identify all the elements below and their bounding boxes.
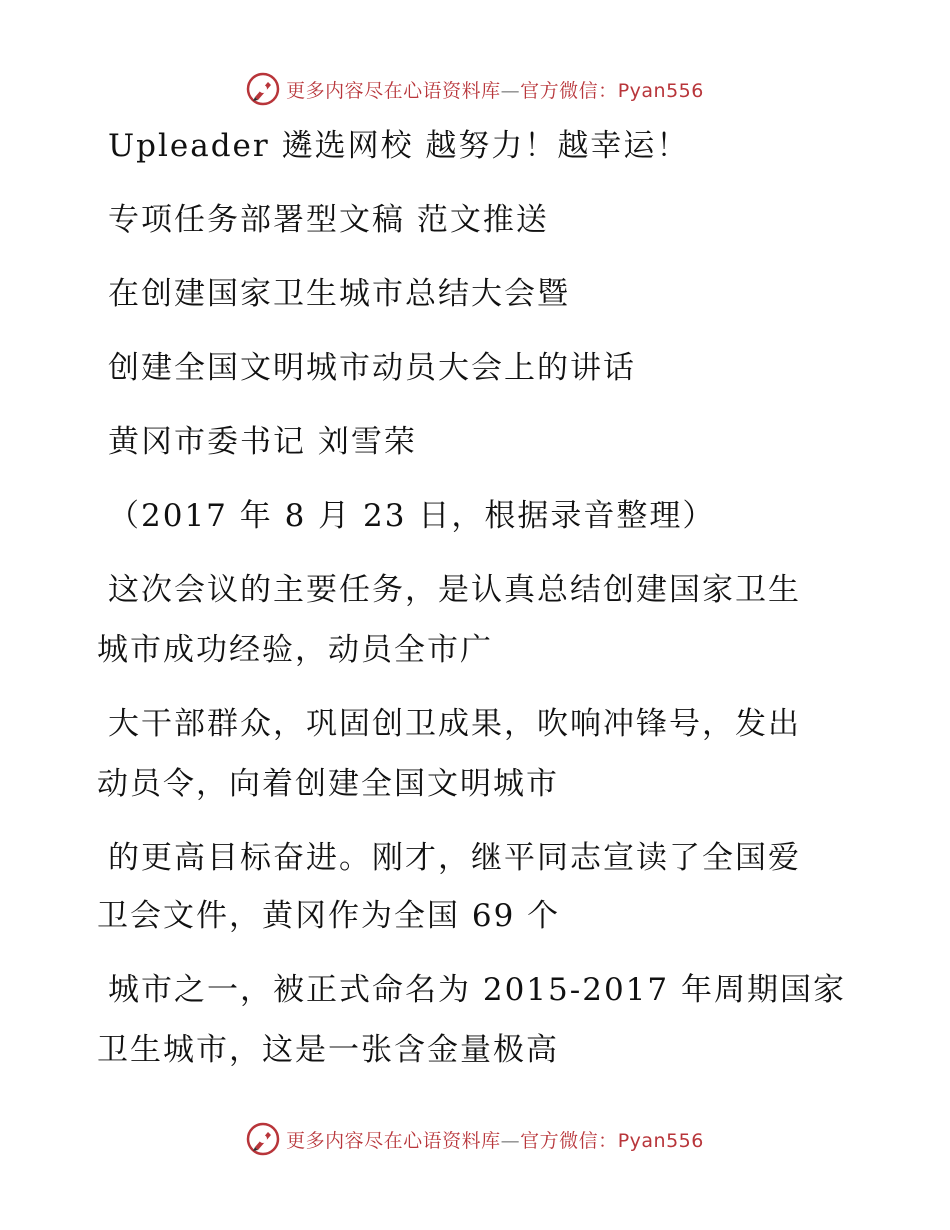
doc-author-line: 黄冈市委书记 刘雪荣 [108,424,417,460]
doc-category-line: 专项任务部署型文稿 范文推送 [108,202,549,238]
doc-title-line-1: 在创建国家卫生城市总结大会暨 [108,276,570,312]
watermark-text: 更多内容尽在心语资料库—官方微信：Pyan556 [286,79,704,102]
doc-paragraph-line: 城市之一，被正式命名为 2015-2017 年周期国家 [108,972,846,1008]
doc-header-line: Upleader 遴选网校 越努力！越幸运！ [108,128,690,164]
doc-paragraph-line: 的更高目标奋进。刚才，继平同志宣读了全国爱 [108,840,801,876]
doc-paragraph-line: 这次会议的主要任务，是认真总结创建国家卫生 [108,572,801,608]
doc-paragraph-line: 动员令，向着创建全国文明城市 [97,766,559,802]
pen-logo-icon [246,1122,280,1156]
footer-watermark [0,1122,950,1156]
doc-title-line-2: 创建全国文明城市动员大会上的讲话 [108,350,636,386]
doc-paragraph-line: 卫会文件，黄冈作为全国 69 个 [97,898,561,934]
doc-paragraph-line: 大干部群众，巩固创卫成果，吹响冲锋号，发出 [108,706,801,742]
doc-date-line: （2017 年 8 月 23 日，根据录音整理） [108,498,716,534]
doc-paragraph-line: 城市成功经验，动员全市广 [97,632,493,668]
watermark-text: 更多内容尽在心语资料库—官方微信：Pyan556 [286,1129,704,1152]
doc-paragraph-line: 卫生城市，这是一张含金量极高 [97,1032,559,1068]
